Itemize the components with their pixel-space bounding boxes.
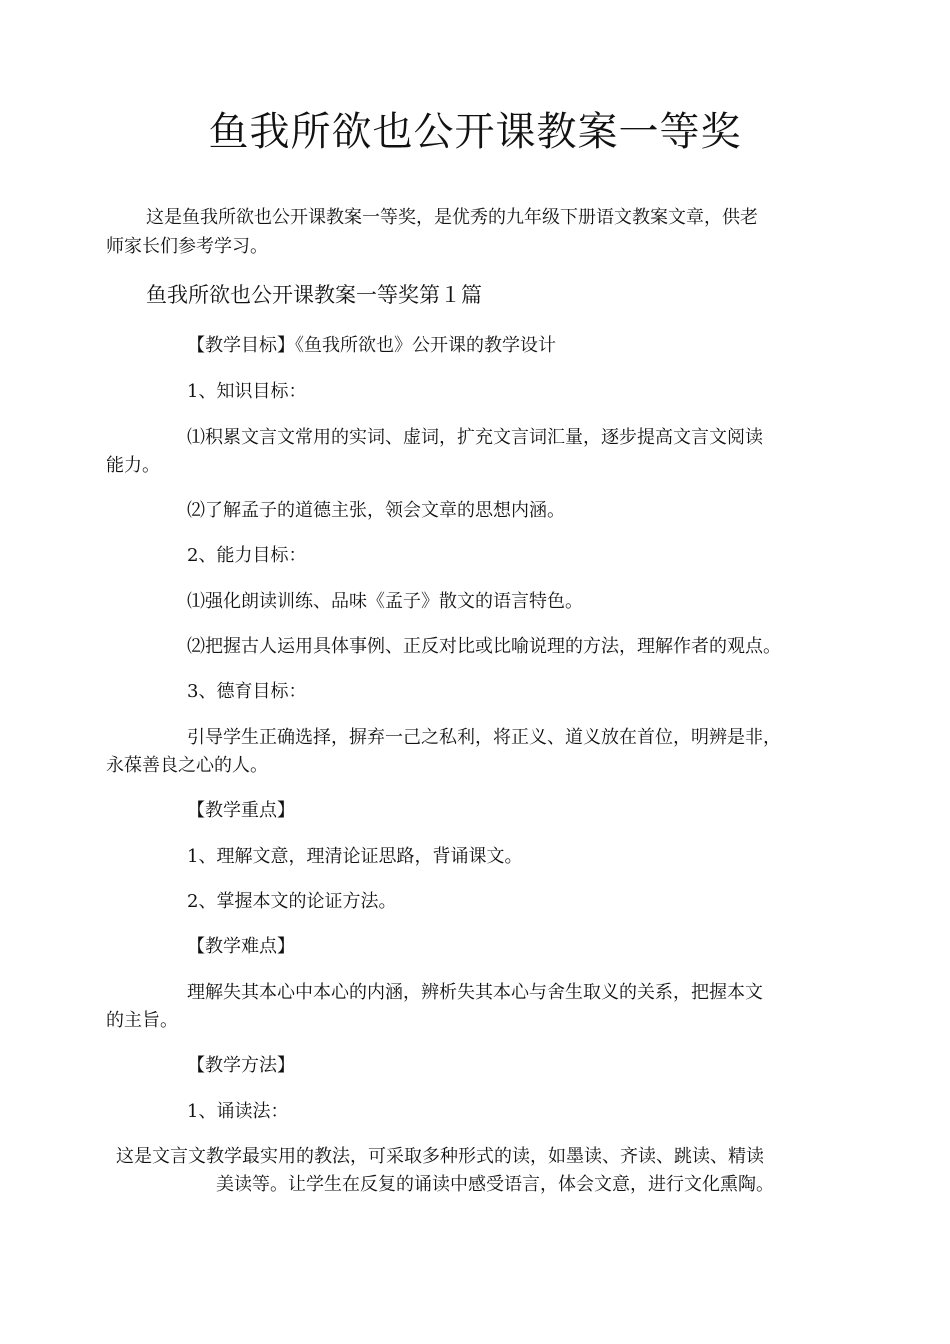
paragraph-ability-item-2: ⑵把握古人运用具体事例、正反对比或比喻说理的方法，理解作者的观点。 [187, 636, 781, 657]
paragraph-moral-item-line-2: 永葆善良之心的人。 [106, 755, 268, 776]
paragraph-key-points-heading: 【教学重点】 [187, 800, 295, 821]
paragraph-moral-goal: 3、德育目标： [187, 681, 307, 702]
paragraph-moral-item-line-1: 引导学生正确选择，摒弃一己之私利，将正义、道义放在首位，明辨是非， [187, 727, 781, 748]
paragraph-method-1: 1、诵读法： [187, 1101, 289, 1122]
document-title: 鱼我所欲也公开课教案一等奖 [208, 109, 742, 155]
paragraph-difficulties-heading: 【教学难点】 [187, 936, 295, 957]
paragraph-difficulty-line-2: 的主旨。 [106, 1010, 178, 1031]
section-heading: 鱼我所欲也公开课教案一等奖第１篇 [146, 283, 482, 307]
paragraph-key-point-1: 1、理解文意，理清论证思路，背诵课文。 [187, 846, 523, 867]
paragraph-knowledge-item-1-line-2: 能力。 [106, 455, 160, 476]
intro-line-2: 师家长们参考学习。 [106, 236, 268, 257]
paragraph-difficulty-line-1: 理解失其本心中本心的内涵，辨析失其本心与舍生取义的关系，把握本文 [187, 982, 763, 1003]
paragraph-knowledge-item-1-line-1: ⑴积累文言文常用的实词、虚词，扩充文言词汇量，逐步提高文言文阅读 [187, 427, 763, 448]
intro-line-1: 这是鱼我所欲也公开课教案一等奖，是优秀的九年级下册语文教案文章，供老 [146, 207, 758, 228]
paragraph-knowledge-item-2: ⑵了解孟子的道德主张，领会文章的思想内涵。 [187, 500, 565, 521]
paragraph-method-1-desc-line-2: 美读等。让学生在反复的诵读中感受语言，体会文意，进行文化熏陶。 [216, 1174, 774, 1195]
paragraph-methods-heading: 【教学方法】 [187, 1055, 295, 1076]
paragraph-ability-item-1: ⑴强化朗读训练、品味《孟子》散文的语言特色。 [187, 591, 583, 612]
paragraph-teaching-goals: 【教学目标】《鱼我所欲也》公开课的教学设计 [187, 335, 556, 356]
paragraph-key-point-2: 2、掌握本文的论证方法。 [187, 891, 397, 912]
paragraph-method-1-desc-line-1: 这是文言文教学最实用的教法，可采取多种形式的读，如墨读、齐读、跳读、精读 [116, 1146, 764, 1167]
paragraph-ability-goal: 2、能力目标： [187, 545, 307, 566]
paragraph-knowledge-goal: 1、知识目标： [187, 381, 307, 402]
